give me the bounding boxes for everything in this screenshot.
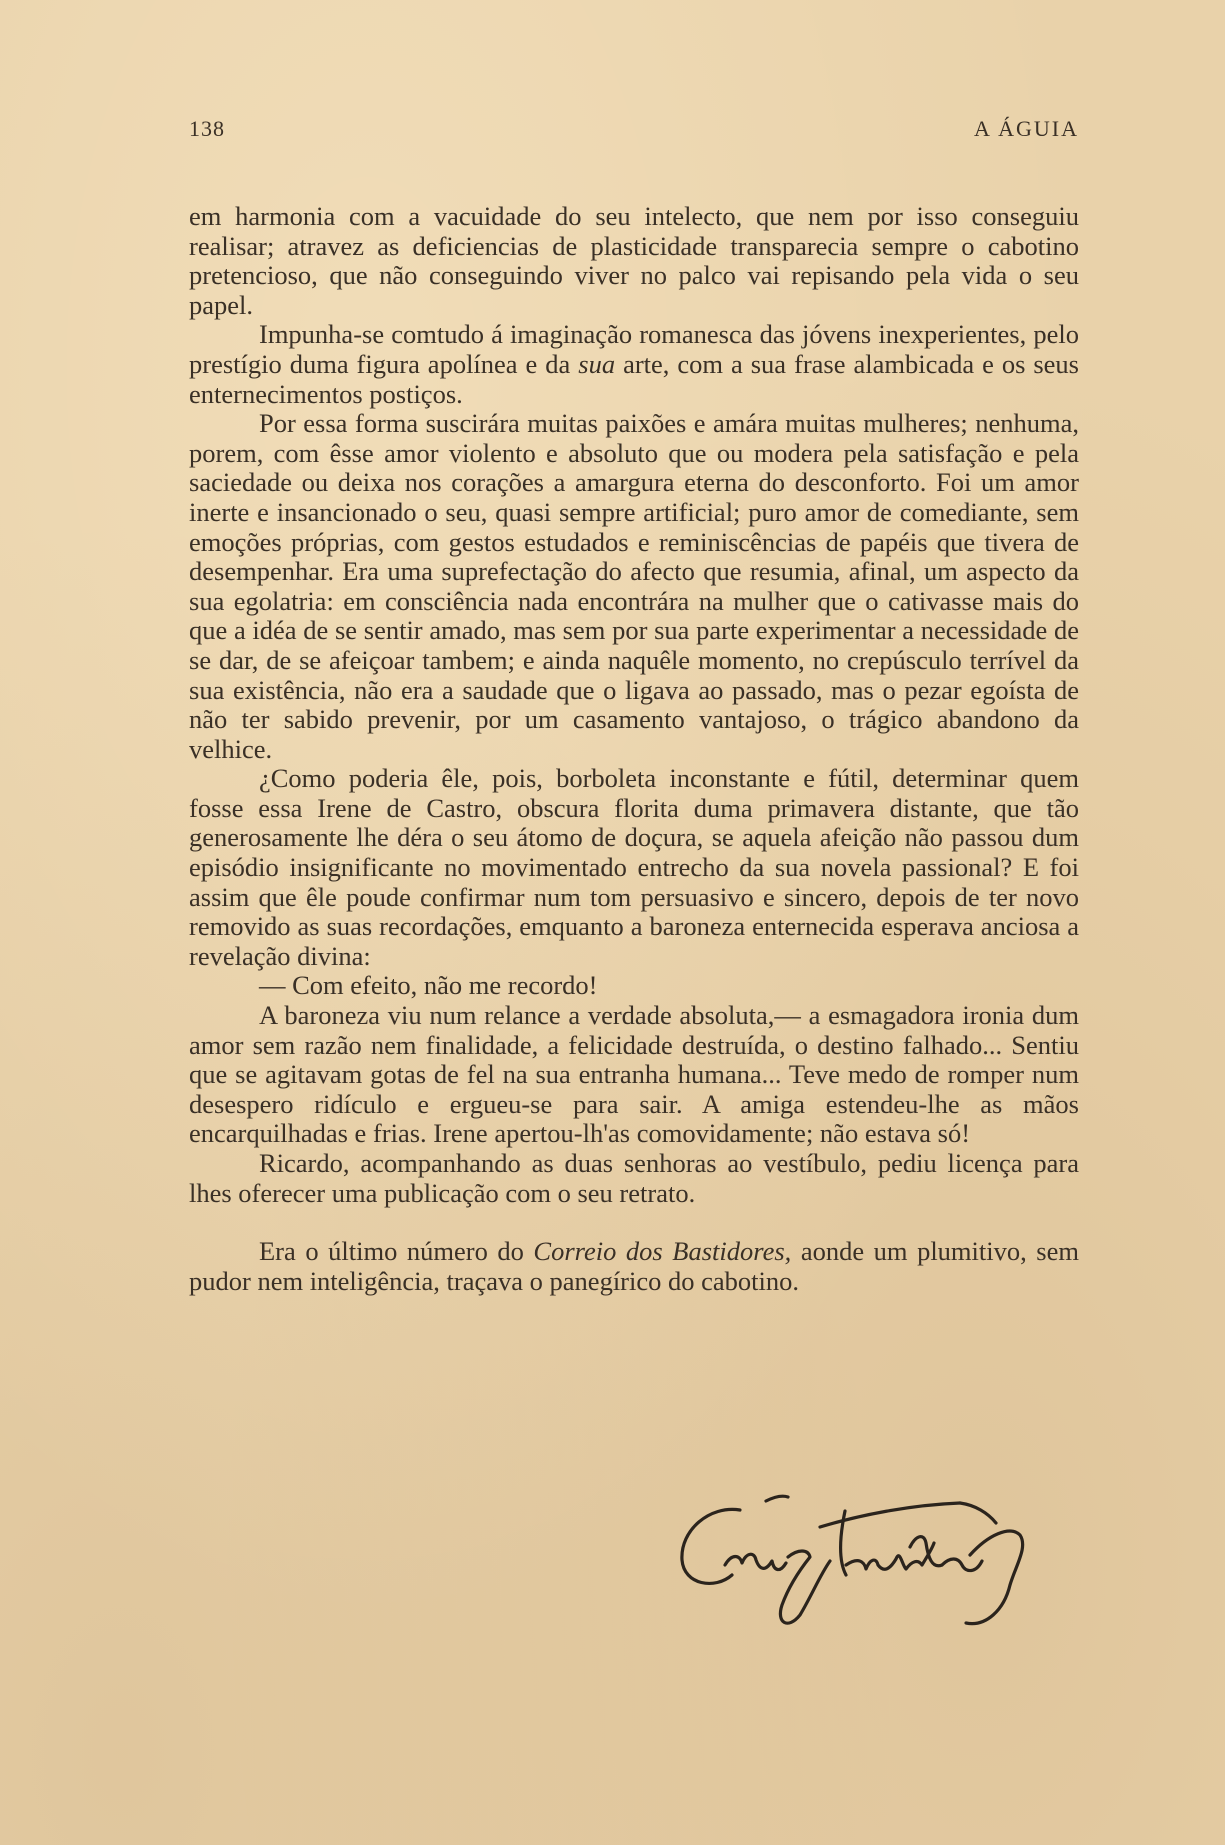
publication-title: Correio dos Bastidores, — [533, 1236, 792, 1267]
body-text — [189, 202, 1079, 1296]
signature-drawing — [670, 1465, 1090, 1635]
paragraph-borboleta: ¿Como poderia êle, pois, borboleta inconstante e fútil, determinar quem fosse essa Irene de Castro, obscura florita duma primavera distante, que tão generosamente lhe déra o seu átomo de doçura, se aquela afeição não passou dum episódio insignificante no movimentado entrecho da sua novela passional? E foi assim que êle poude confirmar num tom persuasivo e sincero, depois de ter novo removido as suas recordações, emquanto a baroneza enternecida esperava anciosa a revelação divina: — [189, 763, 1079, 971]
paragraph-continuation: em harmonia com a vacuidade do seu intelecto, que nem por isso conseguiu realisar; atravez as deficiencias de plasticidade transparecia sempre o cabotino pretencioso, que não conseguindo viver no palco vai repisando pela vida o seu papel. — [189, 201, 1079, 320]
paragraph-text: aonde um plumitivo, sem pudor nem inteligência, traçava o panegírico do cabotino. — [189, 1236, 1079, 1296]
paragraph-text: Impunha-se comtudo á imaginação romanesca das jóvens inexperientes, pelo prestígio duma figura apolínea e da — [189, 319, 1079, 379]
journal-title: A ÁGUIA — [973, 116, 1079, 141]
paragraph-paixoes: Por essa forma suscirára muitas paixões e amára muitas mulheres; nenhuma, porem, com êsse amor violento e absoluto que ou modera pela satisfação e pela saciedade ou deixa nos corações a amargura eterna do desconforto. Foi um amor inerte e insancionado o seu, quasi sempre artificial; puro amor de comediante, sem emoções próprias, com gestos estudados e reminiscências de papéis que tivera de desempenhar. Era uma suprefectação do afecto que resumia, afinal, um aspecto da sua egolatria: em consciência nada encontrára na mulher que o cativasse mais do que a idéa de se sentir amado, mas sem por sua parte experimentar a necessidade de se dar, de se afeiçoar tambem; e ainda naquêle momento, no crepúsculo terrível da sua existência, não era a saudade que o ligava ao passado, mas o pezar egoísta de não ter sabido prevenir, por um casamento vantajoso, o trágico abandono da velhice. — [189, 408, 1079, 764]
dialogue-line: — Com efeito, não me recordo! — [259, 970, 598, 1001]
paragraph-baroneza: A baroneza viu num relance a verdade absoluta,— a esmagadora ironia dum amor sem razão nem finalidade, a felicidade destruída, o destino falhado... Sentiu que se agitavam gotas de fel na sua entranha humana... Teve medo de romper num desespero ridículo e ergueu-se para sair. A amiga estendeu-lhe as mãos encarquilhadas e frias. Irene apertou-lh'as comovidamente; não estava só! — [189, 1000, 1079, 1149]
author-signature — [670, 1465, 1090, 1635]
paragraph-text: arte, com a sua frase alambicada e os seus enternecimentos postiços. — [189, 348, 1079, 409]
paragraph-imaginacao — [189, 320, 1079, 409]
paragraph-correio — [189, 1237, 1079, 1296]
paragraph-ricardo: Ricardo, acompanhando as duas senhoras ao vestíbulo, pediu licença para lhes oferecer uma publicação com o seu retrato. — [189, 1148, 1079, 1208]
running-head — [189, 116, 1079, 146]
italic-word: sua — [578, 348, 616, 379]
paragraph-text: Era o último número do — [259, 1236, 534, 1267]
page-number: 138 — [189, 116, 225, 141]
